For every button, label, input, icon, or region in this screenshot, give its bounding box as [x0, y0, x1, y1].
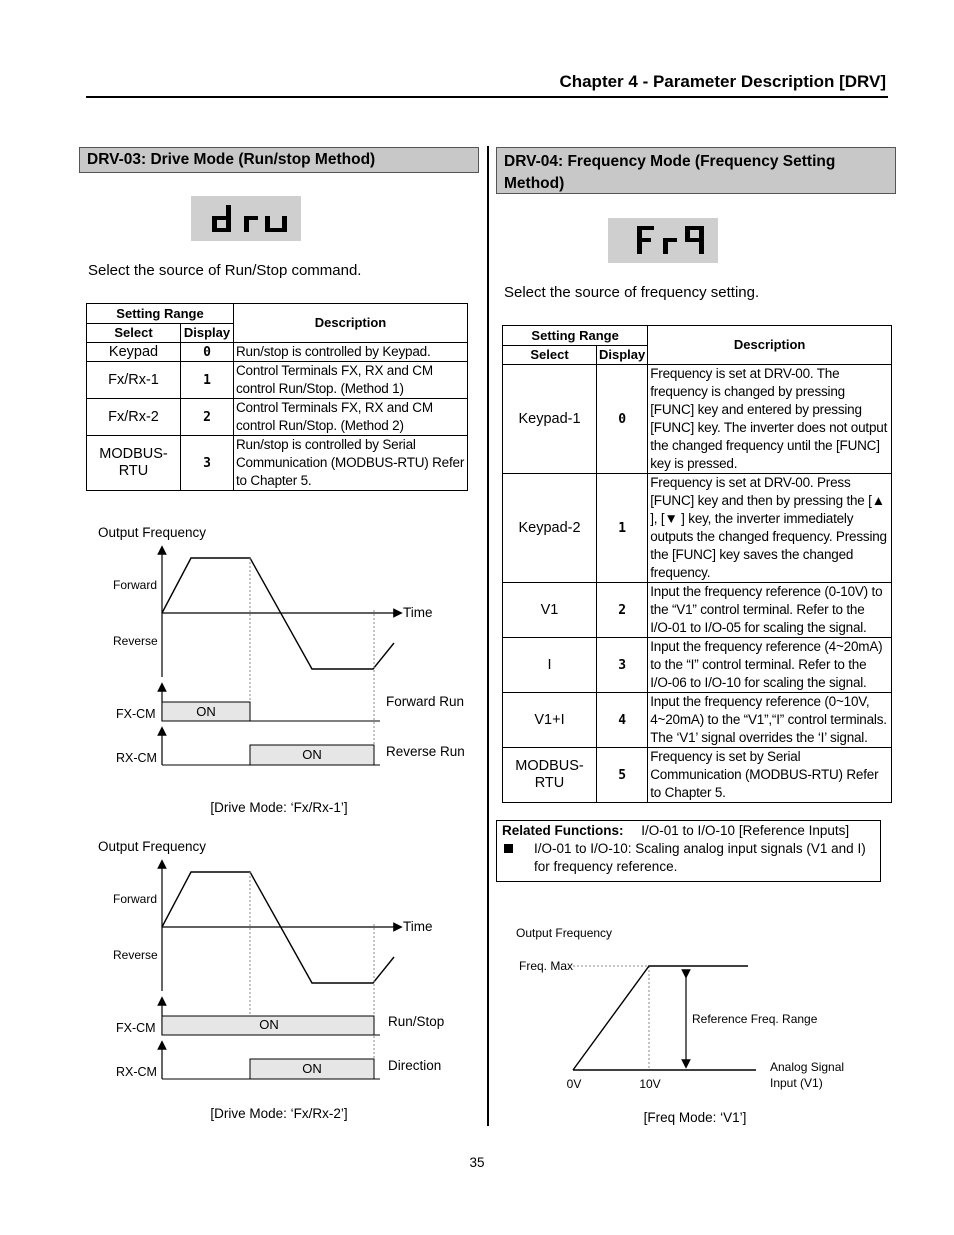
drv03-heading: DRV-03: Drive Mode (Run/stop Method) — [79, 147, 479, 173]
chapter-title: Chapter 4 - Parameter Description [DRV] — [559, 72, 886, 91]
select-header: Select — [87, 324, 181, 343]
forward-label: Forward — [113, 892, 158, 906]
direction-label: Direction — [388, 1058, 442, 1073]
on-label: ON — [302, 1061, 322, 1076]
analog-input-label: Input (V1) — [770, 1076, 823, 1090]
diagram-caption: [Drive Mode: ‘Fx/Rx-1’] — [210, 800, 348, 815]
table-row: Keypad-2 1 Frequency is set at DRV-00. Press [FUNC] key and then by pressing the [▲ ], [▼ ] key, the inverter immediately outputs the changed frequency. Pressing the [FUNC] key saves the changed frequency. — [503, 474, 892, 583]
analog-signal-label: Analog Signal — [770, 1060, 845, 1074]
related-bullet: I/O-01 to I/O-10: Scaling analog input signals (V1 and I) for frequency reference. — [534, 841, 866, 874]
table-row: MODBUS-RTU 5 Frequency is set by Serial Communication (MODBUS-RTU) Refer to Chapter 5. — [503, 748, 892, 803]
output-frequency-label: Output Frequency — [98, 525, 207, 540]
display-header: Display — [597, 346, 648, 365]
on-label: ON — [302, 747, 322, 762]
header-rule — [86, 96, 888, 98]
freq-mode-v1-graph — [500, 920, 870, 1130]
drv04-table — [502, 325, 892, 803]
output-frequency-label: Output Frequency — [516, 926, 613, 940]
table-row: Keypad-1 0 Frequency is set at DRV-00. The frequency is changed by pressing [FUNC] key and entered by pressing [FUNC] key. The inverter does not output the changed frequency until the [FUNC] key is pressed. — [503, 365, 892, 474]
page-number: 35 — [469, 1155, 485, 1170]
table-row: Fx/Rx-2 2 Control Terminals FX, RX and CM control Run/Stop. (Method 2) — [87, 399, 468, 436]
drv03-table — [86, 303, 468, 491]
on-label: ON — [196, 704, 216, 719]
related-functions-box — [496, 820, 881, 882]
table-row: I 3 Input the frequency reference (4~20mA) to the “I” control terminal. Refer to the I/O-06 to I/O-10 for scaling the signal. — [503, 638, 892, 693]
table-row: V1+I 4 Input the frequency reference (0~10V, 4~20mA) to the “V1”,“I” control terminals. The ‘V1’ signal overrides the ‘I’ signal. — [503, 693, 892, 748]
drv03-intro: Select the source of Run/Stop command. — [88, 262, 362, 279]
drive-mode-fxrx2-diagram — [80, 829, 480, 1129]
ref-range-label: Reference Freq. Range — [692, 1012, 818, 1026]
fx-cm-label: FX-CM — [116, 707, 156, 721]
related-ref: I/O-01 to I/O-10 [Reference Inputs] — [641, 823, 850, 838]
lcd-frq-icon — [608, 218, 718, 263]
drv04-heading: DRV-04: Frequency Mode (Frequency Setting Method) — [496, 147, 896, 194]
time-label: Time — [403, 605, 433, 620]
table-row: Fx/Rx-1 1 Control Terminals FX, RX and CM control Run/Stop. (Method 1) — [87, 362, 468, 399]
display-header: Display — [181, 324, 234, 343]
drv04-intro: Select the source of frequency setting. — [504, 284, 760, 301]
setting-range-header: Setting Range — [87, 304, 234, 324]
output-frequency-label: Output Frequency — [98, 839, 207, 854]
table-row: MODBUS-RTU 3 Run/stop is controlled by Serial Communication (MODBUS-RTU) Refer to Chapter 5. — [87, 436, 468, 491]
on-label: ON — [259, 1017, 279, 1032]
rx-cm-label: RX-CM — [116, 751, 157, 765]
freq-max-label: Freq. Max — [519, 959, 574, 973]
description-header: Description — [234, 304, 468, 343]
related-label: Related Functions: — [502, 823, 624, 838]
reverse-run-label: Reverse Run — [386, 744, 465, 759]
table-row: V1 2 Input the frequency reference (0-10V) to the “V1” control terminal. Refer to the I/O-01 to I/O-05 for scaling the signal. — [503, 583, 892, 638]
reverse-label: Reverse — [113, 634, 158, 648]
description-header: Description — [648, 326, 892, 365]
rx-cm-label: RX-CM — [116, 1065, 157, 1079]
reverse-label: Reverse — [113, 948, 158, 962]
forward-run-label: Forward Run — [386, 694, 465, 709]
diagram-caption: [Drive Mode: ‘Fx/Rx-2’] — [210, 1106, 348, 1121]
forward-label: Forward — [113, 578, 158, 592]
select-header: Select — [503, 346, 597, 365]
run-stop-label: Run/Stop — [388, 1014, 445, 1029]
column-divider — [487, 146, 489, 1126]
drive-mode-fxrx1-diagram — [80, 515, 480, 820]
setting-range-header: Setting Range — [503, 326, 648, 346]
lcd-drv-icon — [191, 196, 301, 241]
zero-volt-label: 0V — [566, 1077, 582, 1091]
time-label: Time — [403, 919, 433, 934]
ten-volt-label: 10V — [639, 1077, 661, 1091]
bullet-icon — [504, 844, 513, 853]
fx-cm-label: FX-CM — [116, 1021, 156, 1035]
table-row: Keypad 0 Run/stop is controlled by Keypad. — [87, 343, 468, 362]
graph-caption: [Freq Mode: ‘V1’] — [643, 1110, 747, 1125]
